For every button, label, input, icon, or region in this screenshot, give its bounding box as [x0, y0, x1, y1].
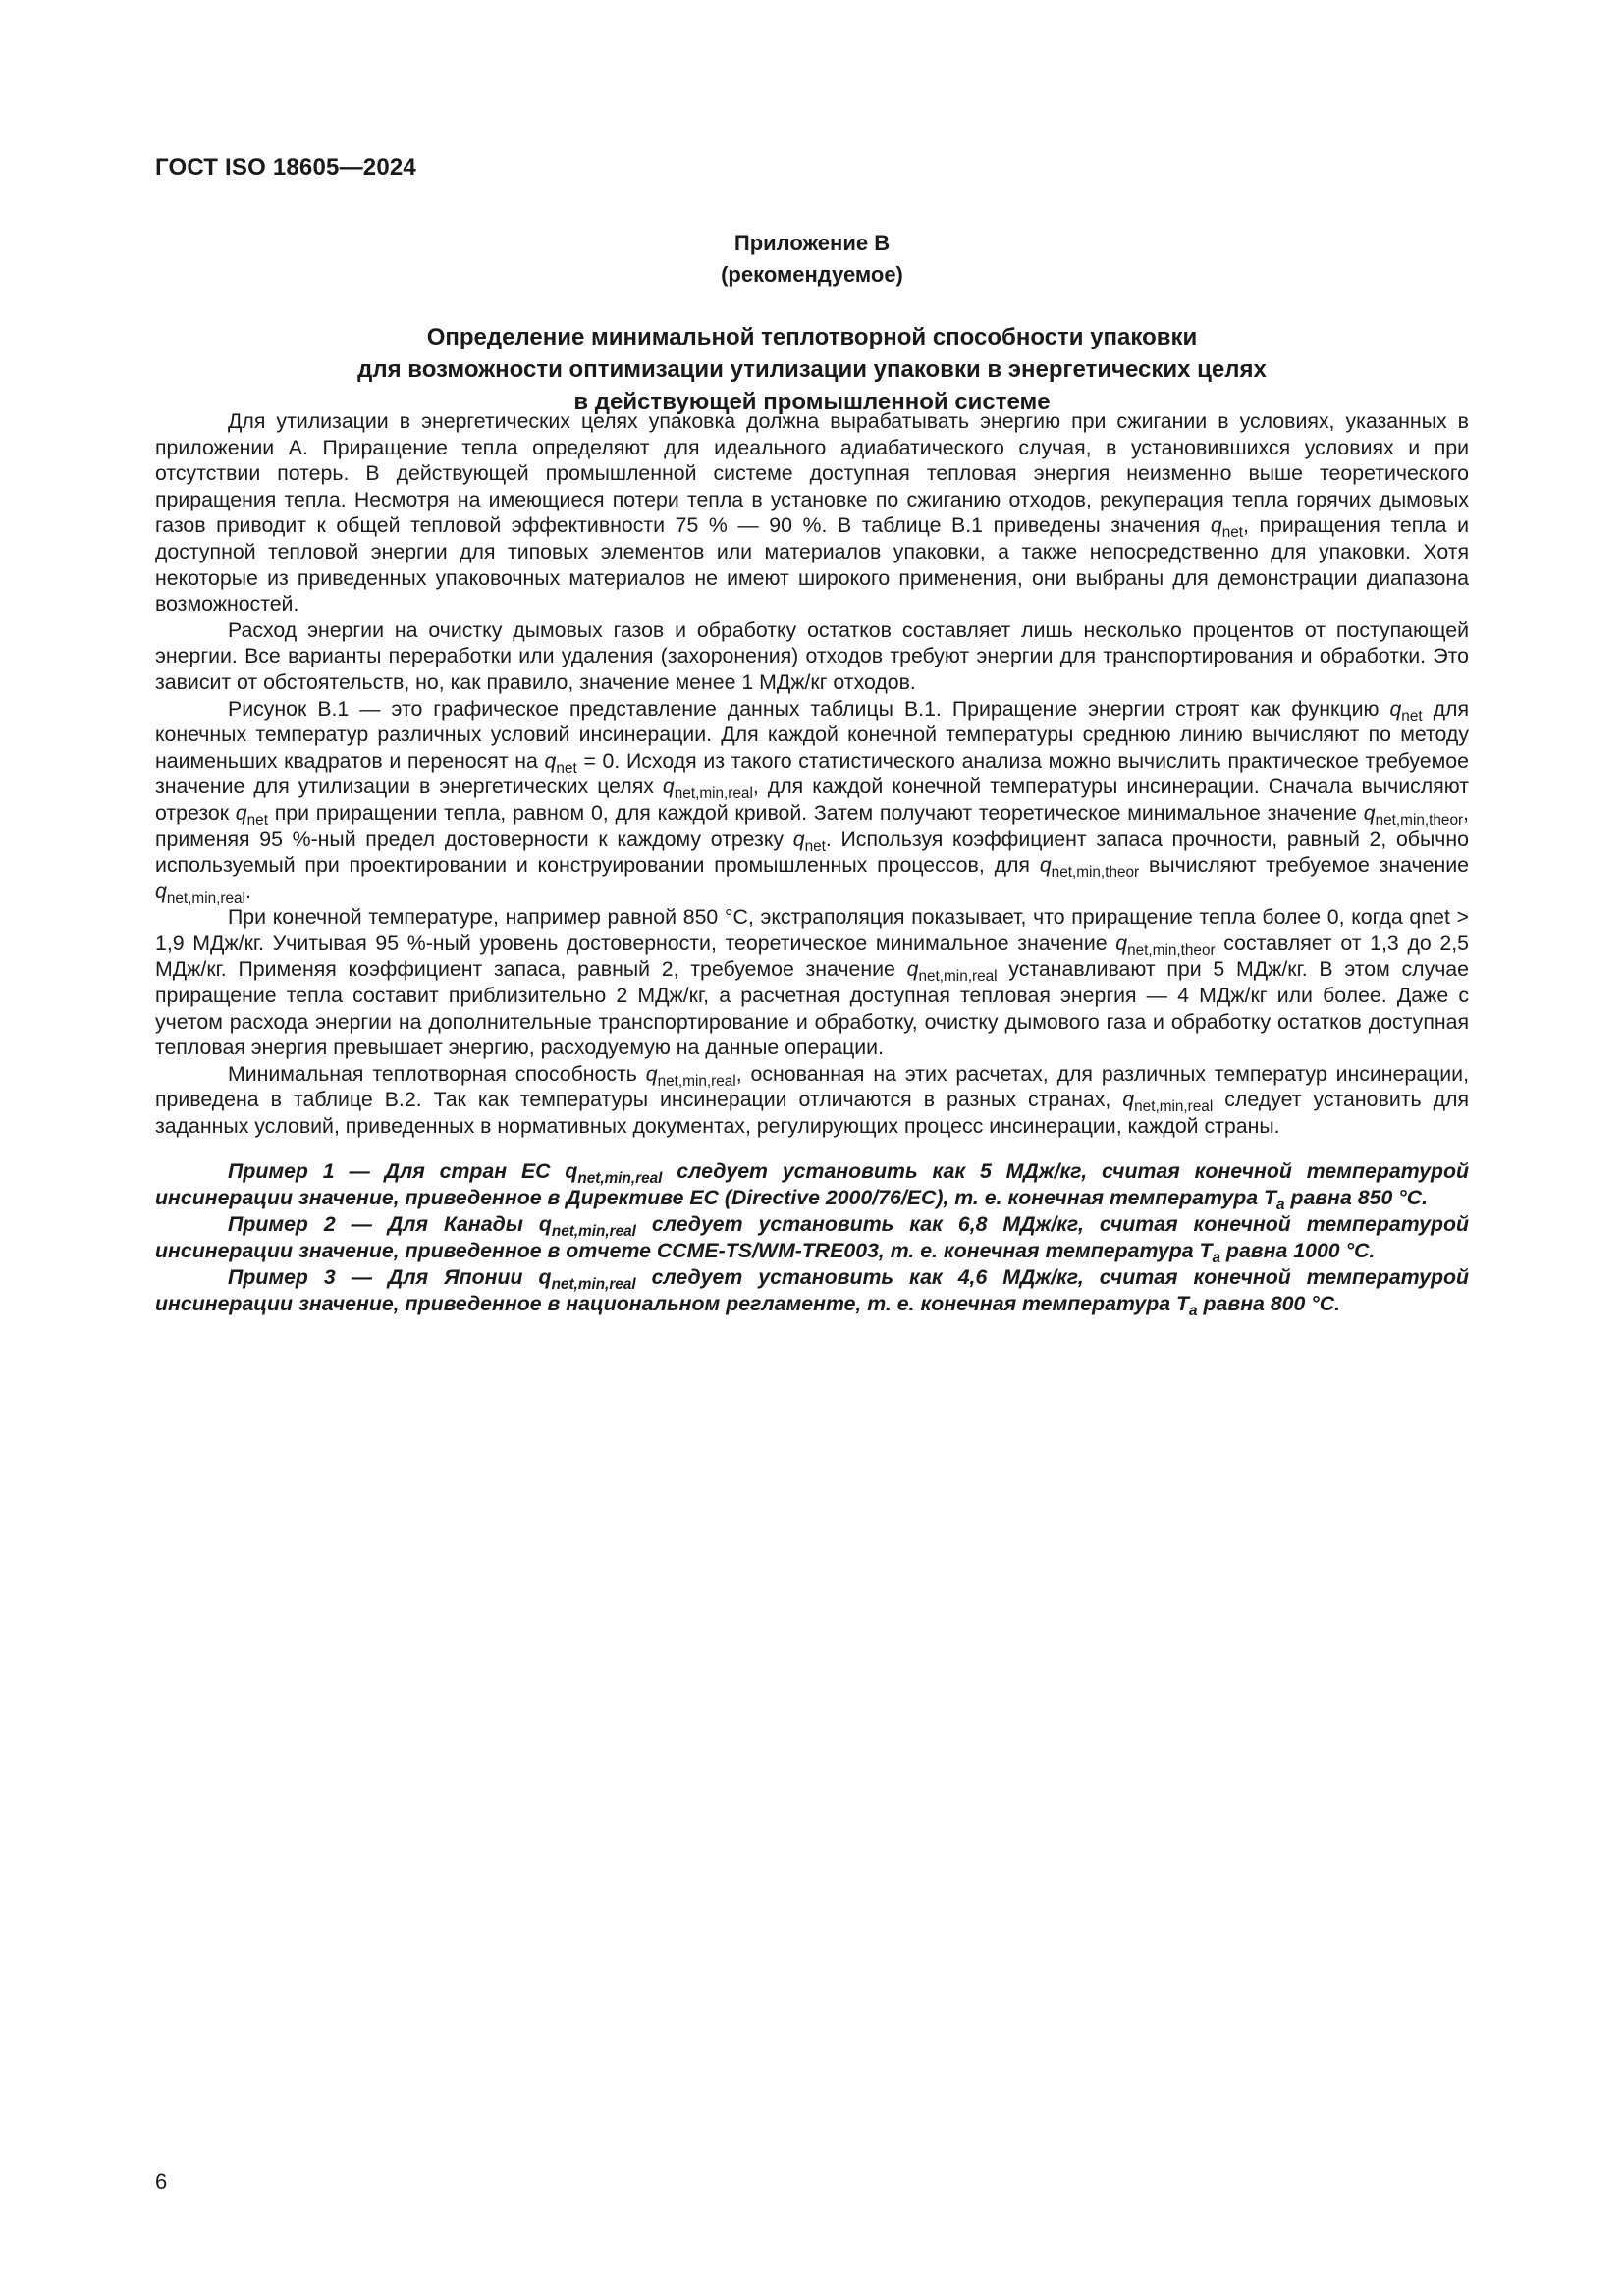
annex-heading [0, 228, 1624, 291]
section-title-line: Определение минимальной теплотворной способности упаковки [426, 324, 1198, 350]
paragraph: Минимальная теплотворная способность $q_{net,min,real}$, основанная на этих расчетах, для различных температур инсинерации, приведена в таблице В.2. Так как температуры инсинерации отличаются в разных странах, $q_{net,min,real}$ следует установить для заданных условий, приведенных в нормативных документах, регулирующих процесс инсинерации, каждой страны. [155, 1061, 1469, 1139]
paragraph: Рисунок В.1 — это графическое представление данных таблицы В.1. Приращение энергии строят как функцию $q_{net}$ для конечных температур различных условий инсинерации. Для каждой конечной температуры среднюю линию вычисляют по методу наименьших квадратов и переносят на $q_{net} = 0$. Исходя из такого статистического анализа можно вычислить практическое требуемое значение для утилизации в энергетических целях $q_{net,min,real}$, для каждой конечной температуры инсинерации. Сначала вычисляют отрезок $q_{net}$ при приращении тепла, равном 0, для каждой кривой. Затем получают теоретическое минимальное значение $q_{net,min,theor}$, применяя 95 %-ный предел достоверности к каждому отрезку $q_{net}$. Используя коэффициент запаса прочности, равный 2, обычно используемый при проектировании и конструировании промышленных процессов, для $q_{net,min,theor}$ вычисляют требуемое значение $q_{net,min,real}$. [155, 696, 1470, 907]
example: Пример 3 — Для Японии $q_{net,min,real}$ следует установить как 4,6 МДж/кг, считая конечной температурой инсинерации значение, приведенное в национальном регламенте, т. е. конечная температура $T_a$ равна 800 °С. [155, 1264, 1469, 1319]
examples [155, 1158, 1469, 1317]
example: Пример 2 — Для Канады $q_{net,min,real}$ следует установить как 6,8 МДж/кг, считая конечной температурой инсинерации значение, приведенное в отчете CCME-TS/WM-TRE003, т. е. конечная температура $T_a$ равна 1000 °С. [155, 1211, 1469, 1266]
paragraph: Для утилизации в энергетических целях упаковка должна вырабатывать энергию при сжигании в условиях, указанных в приложении А. Приращение тепла определяют для идеального адиабатического случая, в установившихся условиях и при отсутствии потерь. В действующей промышленной системе доступная тепловая энергия неизменно выше теоретического приращения тепла. Несмотря на имеющиеся потери тепла в установке по сжиганию отходов, рекуперация тепла горячих дымовых газов приводит к общей тепловой эффективности 75 % — 90 %. В таблице В.1 приведены значения $q_{net}$, приращения тепла и доступной тепловой энергии для типовых элементов или материалов упаковки, а также непосредственно для упаковки. Хотя некоторые из приведенных упаковочных материалов не имеют широкого применения, они выбраны для демонстрации диапазона возможностей. [155, 409, 1469, 616]
section-title-line: в действующей промышленной системе [573, 389, 1051, 415]
paragraph: Расход энергии на очистку дымовых газов и обработку остатков составляет лишь несколько процентов от поступающей энергии. Все варианты переработки или удаления (захоронения) отходов требуют энергии для транспортирования и обработки. Это зависит от обстоятельств, но, как правило, значение менее 1 МДж/кг отходов. [155, 617, 1469, 694]
body-text [155, 408, 1469, 1317]
annex-title: Приложение В [733, 231, 891, 255]
document-header: ГОСТ ISO 18605—2024 [155, 154, 416, 181]
example: Пример 1 — Для стран ЕС $q_{net,min,real}$ следует установить как 5 МДж/кг, считая конечной температурой инсинерации значение, приведенное в Директиве ЕС (Directive 2000/76/EC), т. е. конечная температура $T_a$ равна 850 °С. [155, 1158, 1469, 1213]
annex-type: (рекомендуемое) [721, 262, 903, 287]
paragraph: При конечной температуре, например равной 850 °С, экстраполяция показывает, что приращение тепла более 0, когда qnet > 1,9 МДж/кг. Учитывая 95 %-ный уровень достоверности, теоретическое минимальное значение $q_{net,min,theor}$ составляет от 1,3 до 2,5 МДж/кг. Применяя коэффициент запаса, равный 2, требуемое значение $q_{net,min,real}$ устанавливают при 5 МДж/кг. В этом случае приращение тепла составит приблизительно 2 МДж/кг, а расчетная доступная тепловая энергия — 4 МДж/кг или более. Даже с учетом расхода энергии на дополнительные транспортирование и обработку, очистку дымового газа и обработку остатков доступная тепловая энергия превышает энергию, расходуемую на данные операции. [155, 905, 1469, 1060]
section-title [155, 321, 1469, 418]
page-number: 6 [155, 2169, 168, 2194]
section-title-line: для возможности оптимизации утилизации упаковки в энергетических целях [357, 356, 1267, 383]
